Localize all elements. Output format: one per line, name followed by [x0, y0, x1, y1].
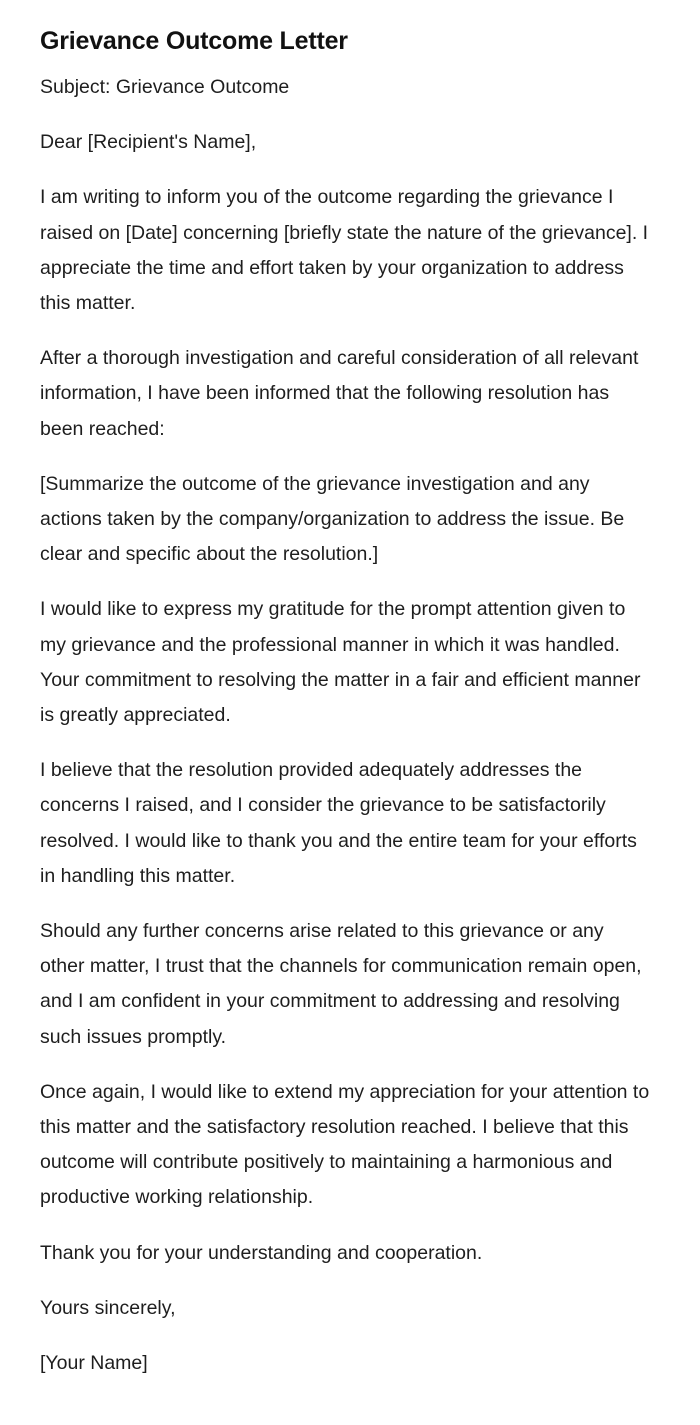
- body-paragraph-6: Should any further concerns arise related to this grievance or any other matter, I trust that the channels for communication remain open, and I am confident in your commitment to addressing and resolving such issues promptly.: [40, 920, 642, 1048]
- body-paragraph-2: After a thorough investigation and careful consideration of all relevant information, I have been informed that the following resolution has been reached:: [40, 347, 639, 440]
- body-paragraph-3: [Summarize the outcome of the grievance investigation and any actions taken by the company/organization to address the issue. Be clear and specific about the resolution.]: [40, 472, 625, 566]
- body-paragraph-1: I am writing to inform you of the outcome regarding the grievance I raised on [Date] concerning [briefly state the nature of the grievance]. I appreciate the time and effort taken by your organization to address this matter.: [40, 186, 649, 315]
- body-paragraph-7: Once again, I would like to extend my appreciation for your attention to this matter and the satisfactory resolution reached. I believe that this outcome will contribute positively to maintaining a harmonious and productive working relationship.: [40, 1080, 650, 1209]
- closing: Yours sincerely,: [40, 1296, 176, 1319]
- document-title: Grievance Outcome Letter: [40, 27, 348, 55]
- salutation: Dear [Recipient's Name],: [40, 131, 257, 154]
- body-paragraph-5: I believe that the resolution provided adequately addresses the concerns I raised, and I consider the grievance to be satisfactorily resolved. I would like to thank you and the entire team for your efforts in handling this matter.: [40, 759, 637, 887]
- subject-line: Subject: Grievance Outcome: [40, 76, 290, 98]
- signature: [Your Name]: [40, 1352, 148, 1375]
- body-paragraph-8: Thank you for your understanding and cooperation.: [40, 1241, 483, 1264]
- body-paragraph-4: I would like to express my gratitude for the prompt attention given to my grievance and the professional manner in which it was handled. Your commitment to resolving the matter in a fair and efficient manner is greatly appreciated.: [40, 598, 641, 727]
